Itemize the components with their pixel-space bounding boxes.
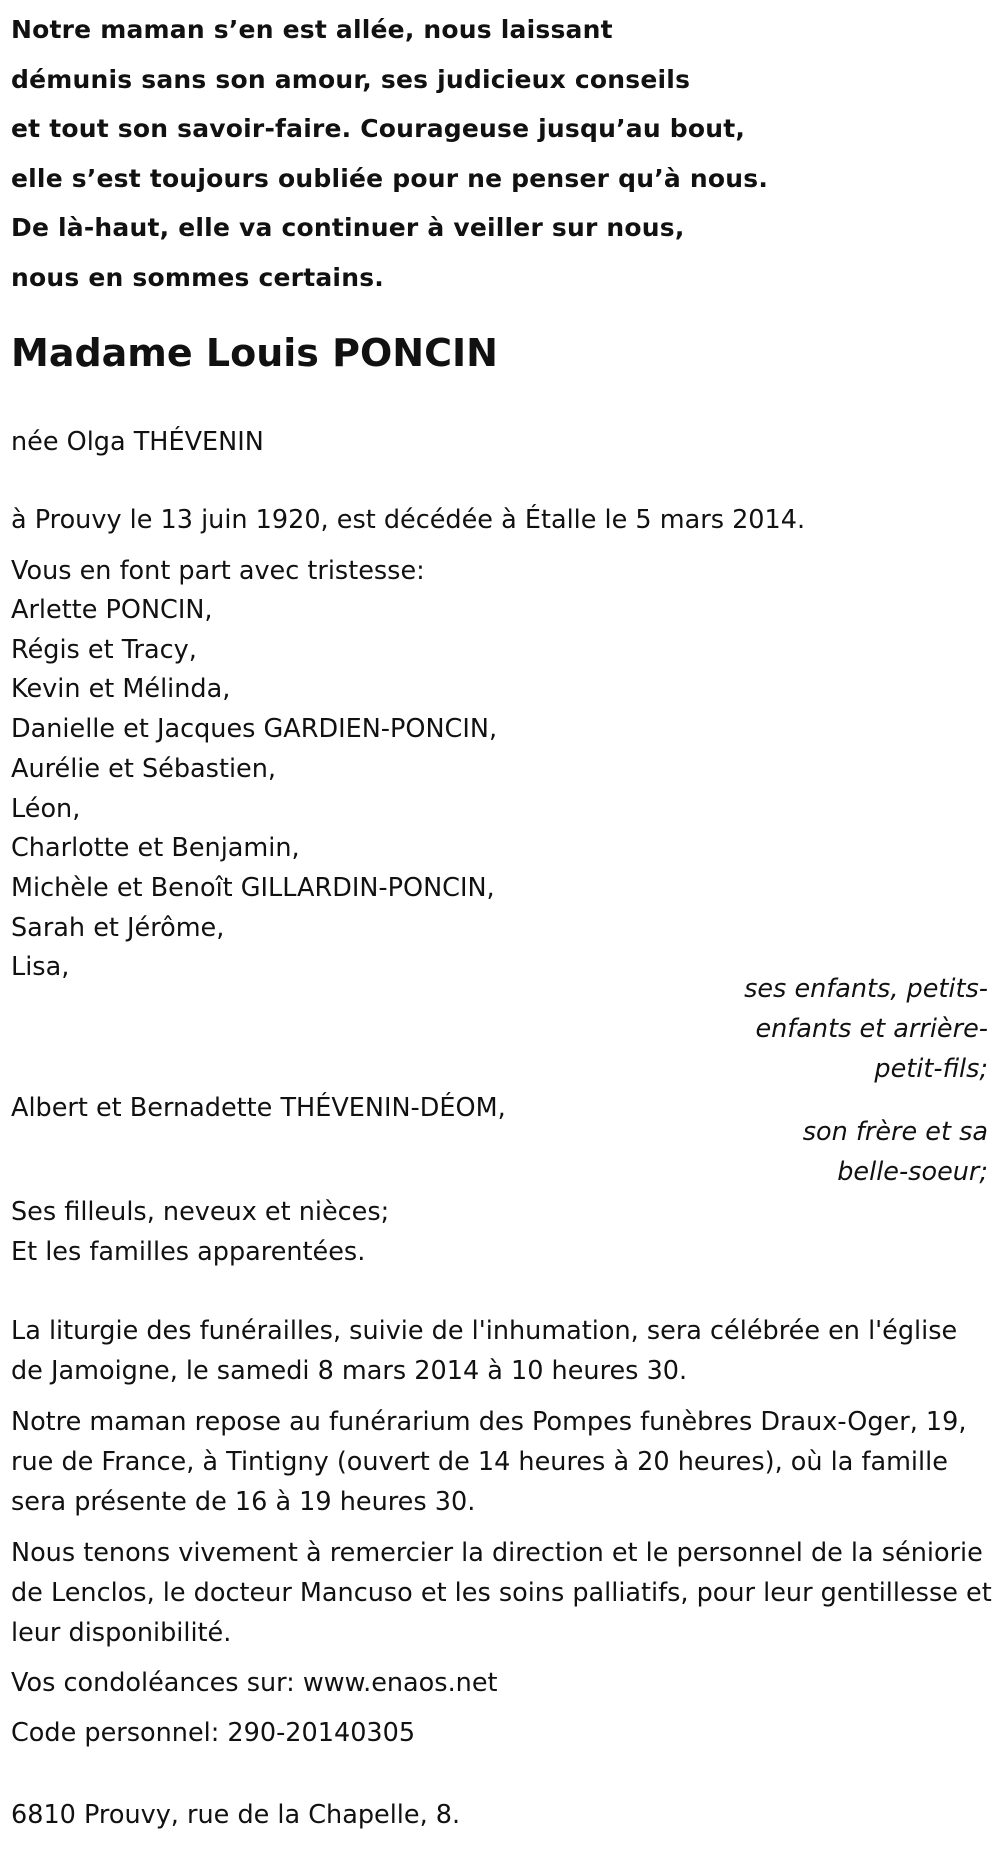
family-member: Kevin et Mélinda, [11,674,231,705]
relation-note-line: belle-soeur; [837,1157,988,1187]
family-member: Sarah et Jérôme, [11,912,225,943]
children-list [11,591,497,988]
sibling-line: Albert et Bernadette THÉVENIN-DÉOM, [11,1093,506,1123]
address-line: 6810 Prouvy, rue de la Chapelle, 8. [11,1800,461,1830]
family-member: Arlette PONCIN, [11,595,213,625]
relation-note-line: ses enfants, petits- [744,974,988,1004]
announcement-intro: Vous en font part avec tristesse: [11,556,425,586]
thanks-paragraph: Nous tenons vivement à remercier la direction et le personnel de la séniorie de Lenclos, le docteur Mancuso et les soins palliatifs, pour leur gentillesse et leur disponibilité. [11,1538,992,1648]
repose-paragraph: Notre maman repose au funérarium des Pompes funèbres Draux-Oger, 19, rue de France, à Tintigny (ouvert de 14 heures à 20 heures), où la famille sera présente de 16 à 19 heures 30. [11,1407,967,1517]
intro-verse-line: Notre maman s’en est allée, nous laissant [11,15,613,44]
relation-note-line: petit-fils; [874,1054,988,1084]
birth-death-line: à Prouvy le 13 juin 1920, est décédée à Étalle le 5 mars 2014. [11,505,806,535]
intro-verse-line: elle s’est toujours oubliée pour ne penser qu’à nous. [11,163,769,193]
family-member: Charlotte et Benjamin, [11,833,300,864]
intro-verse [11,5,891,302]
family-member: Aurélie et Sébastien, [11,753,276,784]
relation-note-line: enfants et arrière- [755,1014,988,1044]
intro-verse-line: et tout son savoir-faire. Courageuse jusqu’au bout, [11,114,746,143]
family-member: Michèle et Benoît GILLARDIN-PONCIN, [11,872,495,903]
intro-verse-line: De là-haut, elle va continuer à veiller sur nous, [11,213,685,242]
family-member: Danielle et Jacques GARDIEN-PONCIN, [11,714,498,745]
family-member: Lisa, [11,952,70,983]
children-relation-note [744,969,988,1089]
sibling-relation-note [803,1112,988,1192]
families-line: Et les familles apparentées. [11,1237,366,1267]
personal-code-line: Code personnel: 290-20140305 [11,1718,416,1748]
relation-note-line: son frère et sa [802,1117,988,1147]
family-member: Régis et Tracy, [11,634,197,665]
intro-verse-line: démunis sans son amour, ses judicieux conseils [11,64,691,94]
family-member: Léon, [11,793,81,824]
condolences-line: Vos condoléances sur: www.enaos.net [11,1668,498,1698]
deceased-name: Madame Louis PONCIN [11,331,498,375]
maiden-name: née Olga THÉVENIN [11,427,264,457]
godchildren-line: Ses filleuls, neveux et nièces; [11,1197,390,1227]
liturgy-paragraph: La liturgie des funérailles, suivie de l'inhumation, sera célébrée en l'église de Jamoigne, le samedi 8 mars 2014 à 10 heures 30. [11,1316,958,1386]
intro-verse-line: nous en sommes certains. [11,262,384,292]
